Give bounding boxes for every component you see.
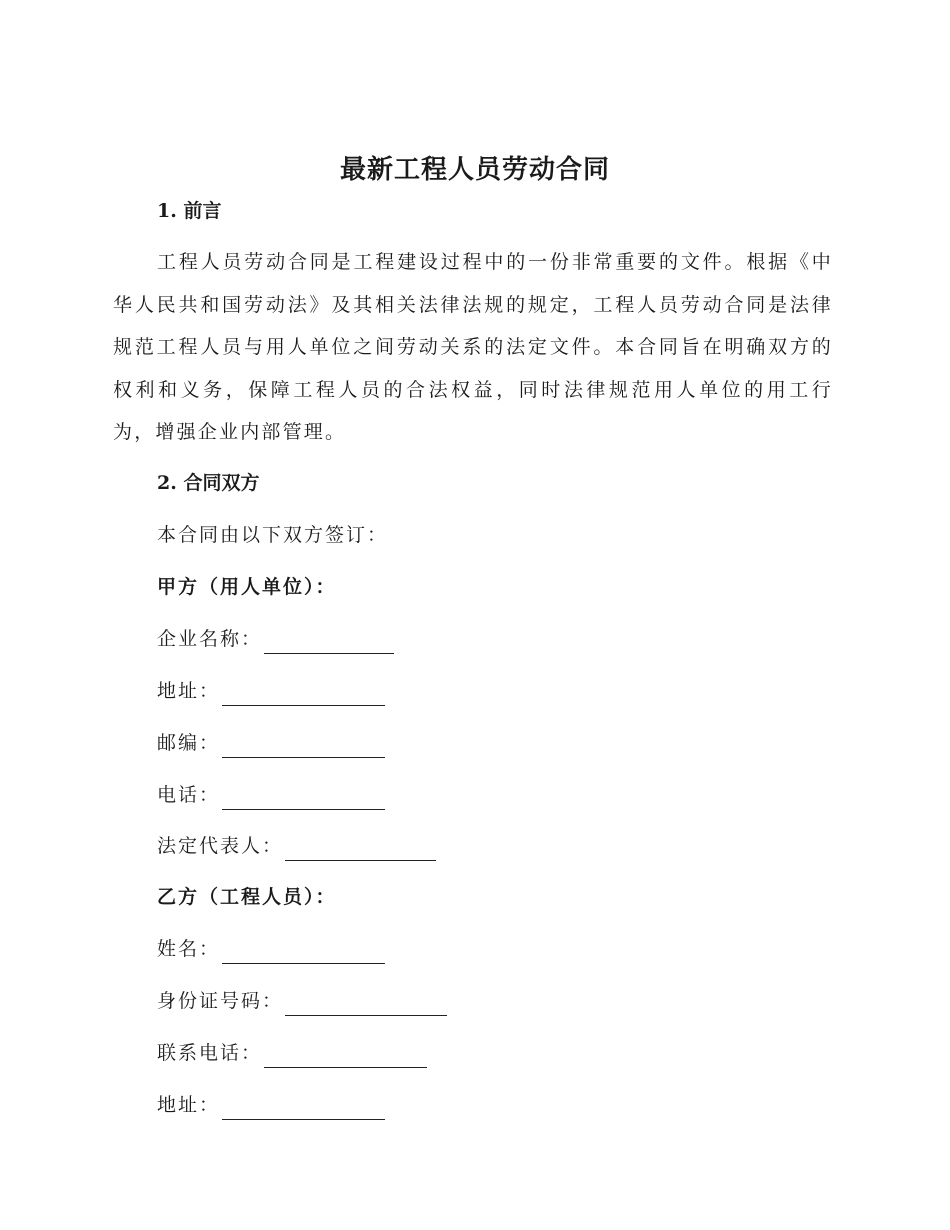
field-label: 联系电话： [157,1042,263,1064]
id-number-blank[interactable] [285,1014,447,1016]
party-b-label: 乙方（工程人员）： [157,886,337,908]
section-1-heading: 1. 前言 [157,200,222,222]
contact-phone-blank[interactable] [264,1066,427,1068]
legal-rep-blank[interactable] [285,859,436,861]
field-label: 姓名： [157,938,221,960]
party-b-id-number-row [157,986,447,1016]
postcode-blank[interactable] [222,756,385,758]
address-blank[interactable] [222,704,385,706]
field-label: 身份证号码： [157,990,284,1012]
name-blank[interactable] [222,962,385,964]
party-b-name-row [157,934,385,964]
document-title: 最新工程人员劳动合同 [339,155,610,185]
party-a-company-name-row [157,624,394,654]
field-label: 电话： [157,784,221,806]
section-2-intro: 本合同由以下双方签订： [157,524,389,546]
party-a-address-row [157,676,385,706]
field-label: 企业名称： [157,628,263,650]
section-1-paragraph: 工程人员劳动合同是工程建设过程中的一份非常重要的文件。根据《中华人民共和国劳动法》及其相关法律法规的规定，工程人员劳动合同是法律规范工程人员与用人单位之间劳动关系的法定文件。本合同旨在明确双方的权利和义务，保障工程人员的合法权益，同时法律规范用人单位的用工行为，增强企业内部管理。 [113,251,833,443]
party-a-phone-row [157,780,385,810]
party-b-address-row [157,1090,385,1120]
party-b-contact-phone-row [157,1038,427,1068]
address-blank[interactable] [222,1118,385,1120]
company-name-blank[interactable] [264,652,394,654]
field-label: 邮编： [157,732,221,754]
section-2-heading: 2. 合同双方 [157,472,260,494]
field-label: 法定代表人： [157,835,284,857]
party-a-legal-rep-row [157,831,436,861]
party-a-label: 甲方（用人单位）： [157,576,337,598]
field-label: 地址： [157,680,221,702]
field-label: 地址： [157,1094,221,1116]
phone-blank[interactable] [222,808,385,810]
party-a-postcode-row [157,728,385,758]
